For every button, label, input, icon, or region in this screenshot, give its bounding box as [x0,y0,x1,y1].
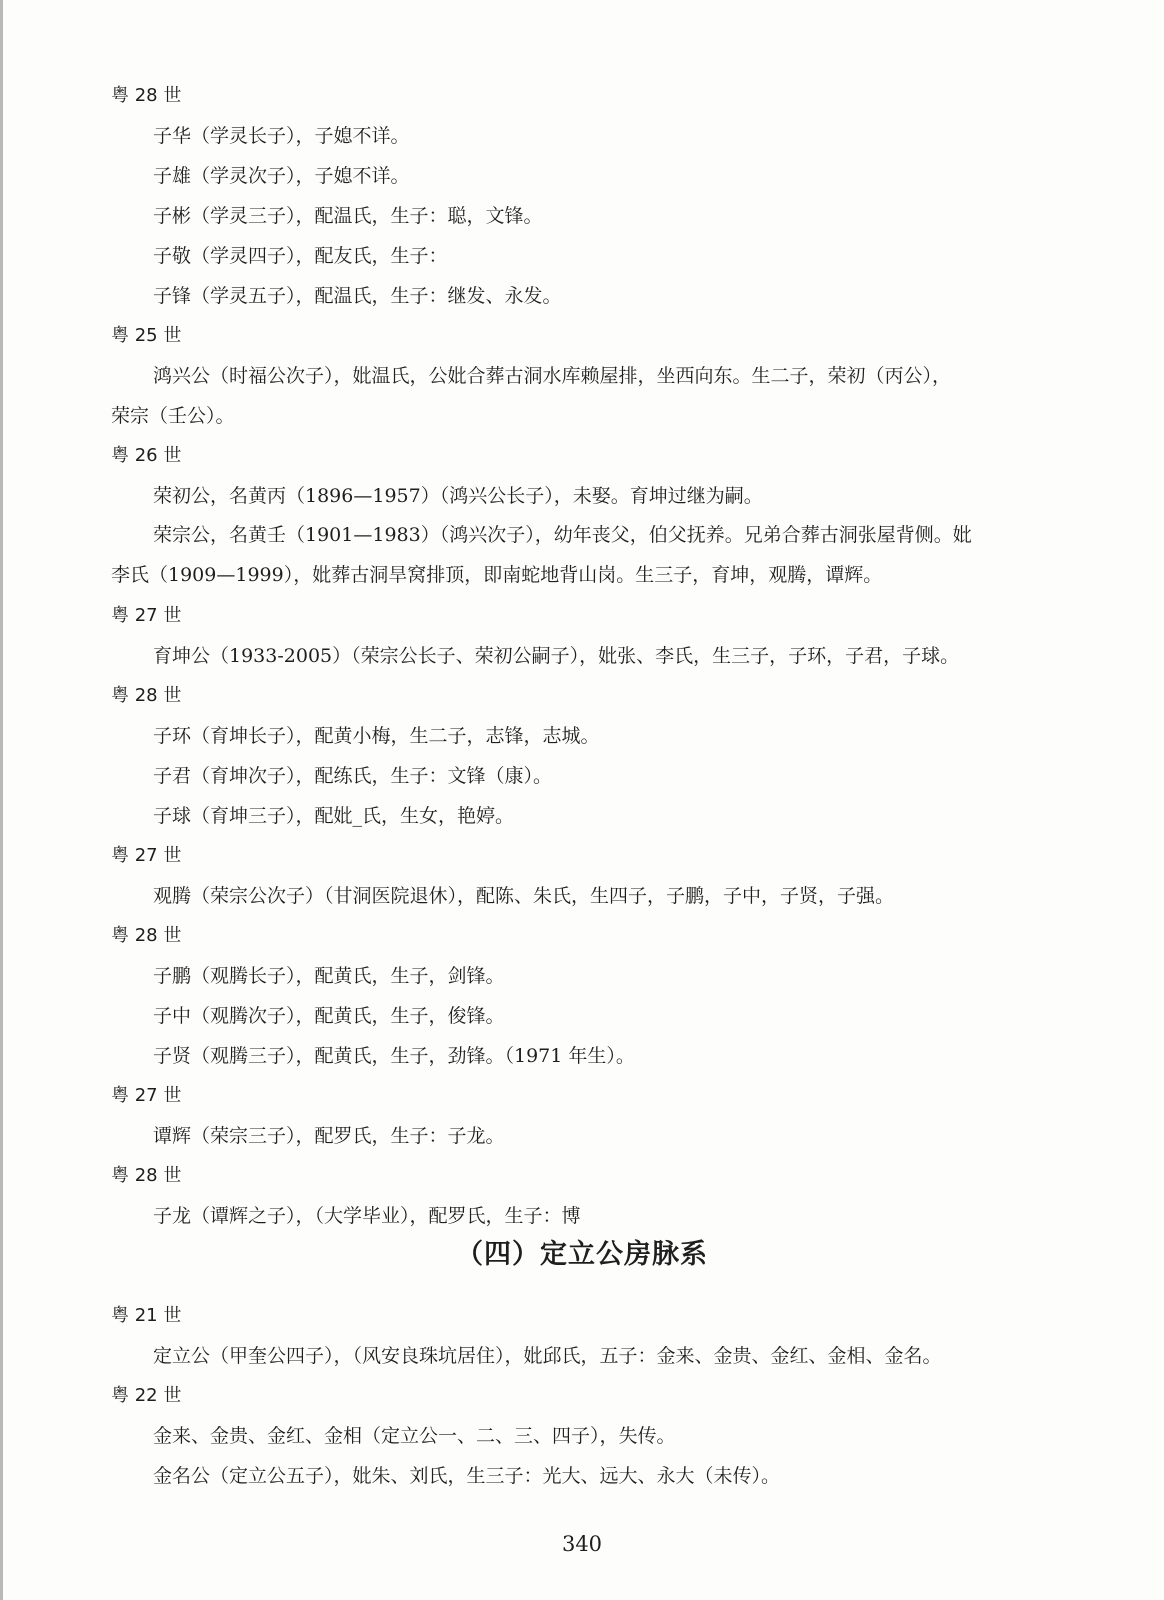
genealogy-entry: 子龙（谭辉之子），（大学毕业），配罗氏，生子：博 [153,1205,581,1227]
generation-heading: 粤 22 世 [111,1385,182,1406]
genealogy-entry: 荣初公，名黄丙（1896—1957）（鸿兴公长子），未娶。育坤过继为嗣。 [153,485,763,507]
generation-heading: 粤 21 世 [111,1305,182,1326]
genealogy-entry: 鸿兴公（时福公次子），妣温氏，公妣合葬古洞水库赖屋排，坐西向东。生二子，荣初（丙公）， [153,365,952,387]
genealogy-entry: 子敬（学灵四子），配友氏，生子： [153,245,448,267]
genealogy-entry: 子鹏（观腾长子），配黄氏，生子，剑锋。 [153,965,505,987]
genealogy-entry: 金名公（定立公五子），妣朱、刘氏，生三子：光大、远大、永大（未传）。 [153,1465,781,1487]
genealogy-entry: 金来、金贵、金红、金相（定立公一、二、三、四子），失传。 [153,1425,676,1447]
genealogy-entry: 子中（观腾次子），配黄氏，生子，俊锋。 [153,1005,505,1027]
genealogy-entry: 子雄（学灵次子），子媳不详。 [153,165,410,187]
genealogy-entry: 子华（学灵长子），子媳不详。 [153,125,410,147]
generation-heading: 粤 28 世 [111,85,182,106]
generation-heading: 粤 26 世 [111,445,182,466]
page-number: 340 [561,1532,603,1556]
generation-heading: 粤 28 世 [111,925,182,946]
genealogy-entry: 子彬（学灵三子），配温氏，生子：聪，文锋。 [153,205,543,227]
generation-heading: 粤 28 世 [111,1165,182,1186]
genealogy-entry: 子君（育坤次子），配练氏，生子：文锋（康）。 [153,765,553,787]
generation-heading: 粤 27 世 [111,605,182,626]
section-title: （四）定立公房脉系 [456,1239,708,1270]
generation-heading: 粤 25 世 [111,325,182,346]
genealogy-entry: 子贤（观腾三子），配黄氏，生子，劲锋。（1971 年生）。 [153,1045,635,1067]
genealogy-entry: 观腾（荣宗公次子）（甘洞医院退休），配陈、朱氏，生四子，子鹏，子中，子贤，子强。 [153,885,895,907]
genealogy-entry: 子环（育坤长子），配黄小梅，生二子，志锋，志城。 [153,725,600,747]
generation-heading: 粤 27 世 [111,845,182,866]
genealogy-entry: 育坤公（1933-2005）（荣宗公长子、荣初公嗣子），妣张、李氏，生三子，子环，子君，子球。 [153,645,960,667]
genealogy-entry: 荣宗公，名黄壬（1901—1983）（鸿兴次子），幼年丧父，伯父抚养。兄弟合葬古洞张屋背侧。妣 [153,524,972,546]
genealogy-entry-continued: 李氏（1909—1999），妣葬古洞旱窝排顶，即南蛇地背山岗。生三子，育坤，观腾，谭辉。 [111,564,883,586]
generation-heading: 粤 28 世 [111,685,182,706]
genealogy-entry: 子锋（学灵五子），配温氏，生子：继发、永发。 [153,285,562,307]
genealogy-entry: 定立公（甲奎公四子），（风安良珠坑居住），妣邱氏，五子：金来、金贵、金红、金相、金名。 [153,1345,942,1367]
genealogy-entry: 谭辉（荣宗三子），配罗氏，生子：子龙。 [153,1125,505,1147]
generation-heading: 粤 27 世 [111,1085,182,1106]
genealogy-entry-continued: 荣宗（壬公）。 [111,405,235,427]
genealogy-entry: 子球（育坤三子），配妣_氏，生女，艳婷。 [153,805,515,827]
